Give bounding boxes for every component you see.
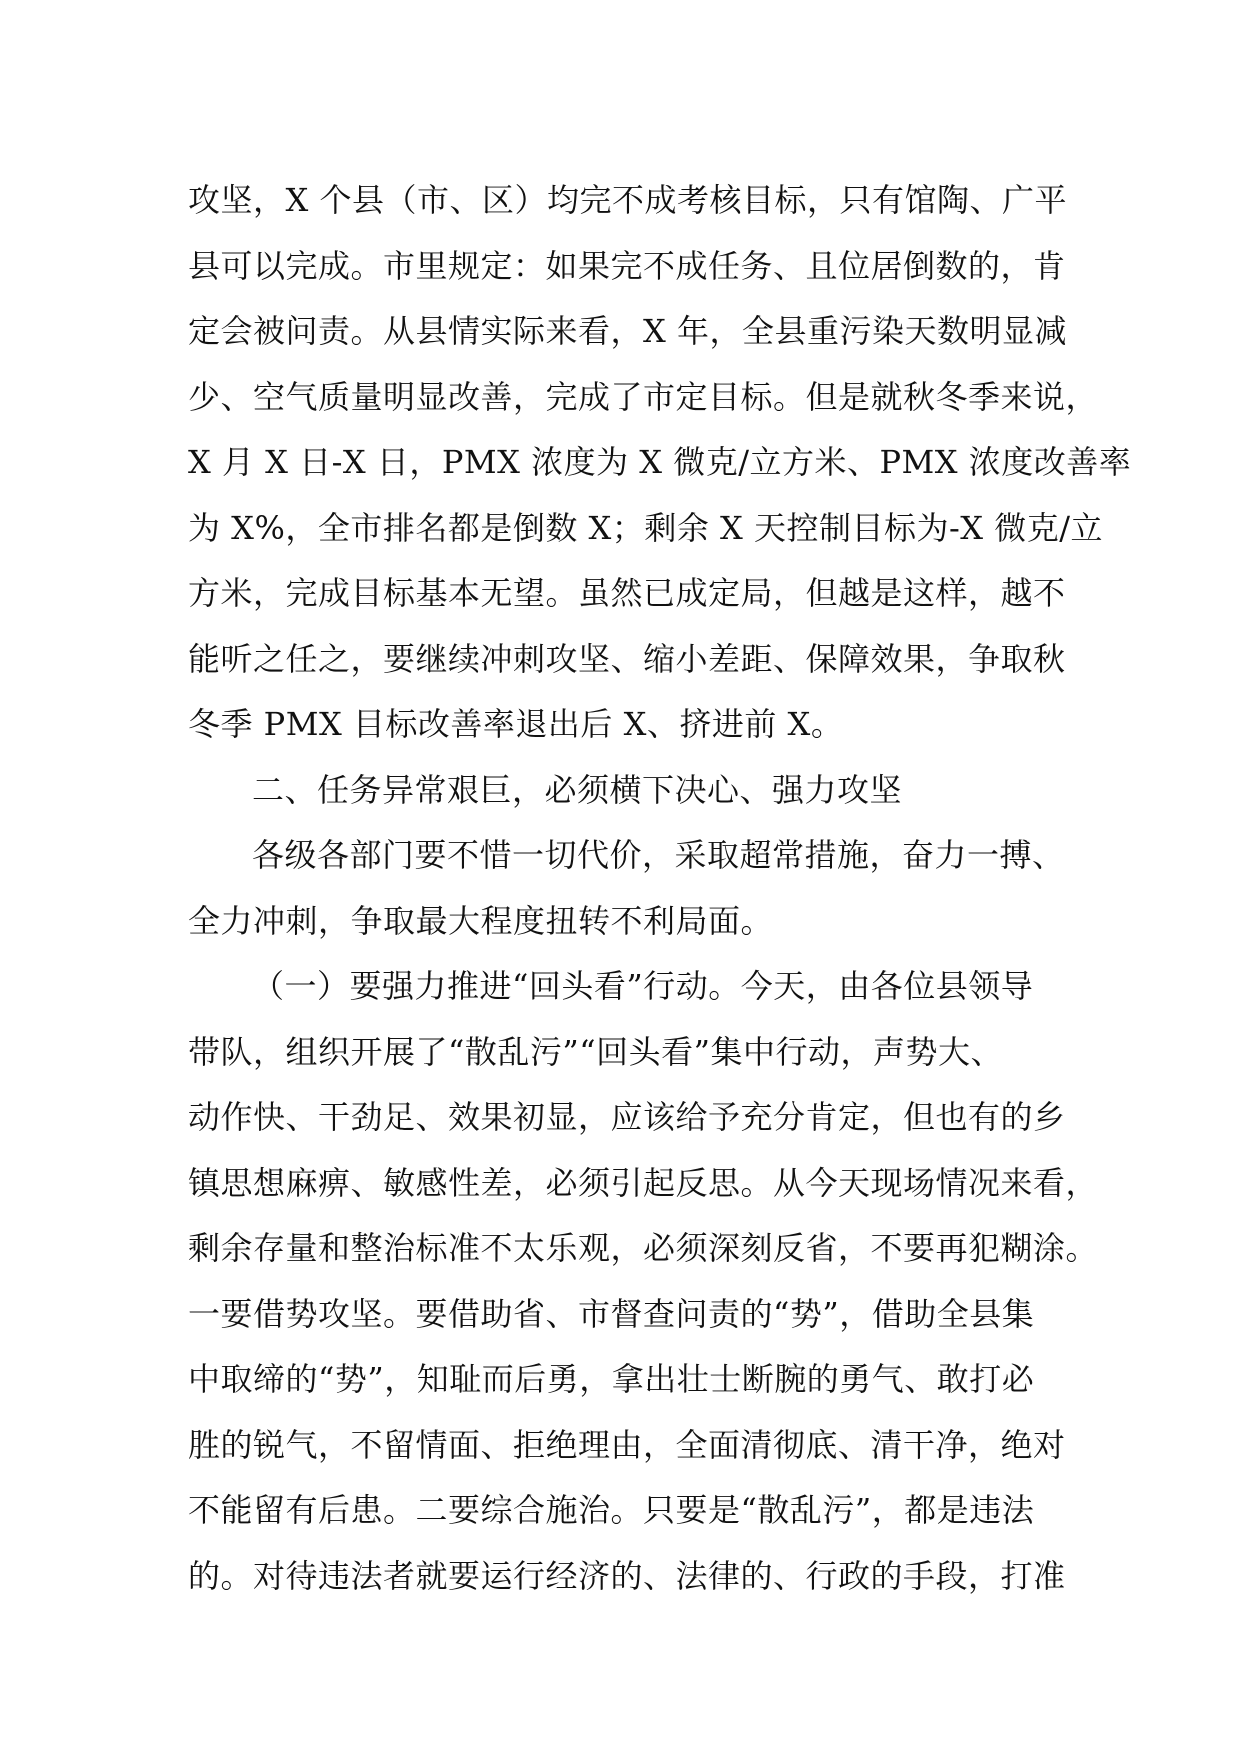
text-line: 带队，组织开展了“散乱污”“回头看”集中行动，声势大、	[188, 1032, 1003, 1071]
text-line: 能听之任之，要继续冲刺攻坚、缩小差距、保障效果，争取秋	[188, 639, 1066, 678]
text-line: 各级各部门要不惜一切代价，采取超常措施，奋力一搏、	[252, 836, 1065, 874]
text-line: X 月 X 日-X 日，PMX 浓度为 X 微克/立方米、PMX 浓度改善率	[188, 443, 1132, 481]
text-line: 胜的锐气，不留情面、拒绝理由，全面清彻底、清干净，绝对	[188, 1425, 1066, 1464]
text-line: 镇思想麻痹、敏感性差，必须引起反思。从今天现场情况来看，	[188, 1163, 1099, 1202]
text-line: 为 X%，全市排名都是倒数 X；剩余 X 天控制目标为-X 微克/立	[188, 508, 1103, 547]
text-line: 一要借势攻坚。要借助省、市督查问责的“势”，借助全县集	[188, 1294, 1035, 1333]
text-line: 攻坚，X 个县（市、区）均完不成考核目标，只有馆陶、广平	[188, 181, 1067, 219]
text-line: 全力冲刺，争取最大程度扭转不利局面。	[188, 901, 774, 940]
text-line: 冬季 PMX 目标改善率退出后 X、挤进前 X。	[188, 705, 844, 743]
subsection-heading: （一）要强力推进“回头看”行动。今天，由各位县领导	[252, 967, 1034, 1005]
text-line: 定会被问责。从县情实际来看，X 年，全县重污染天数明显减	[188, 312, 1067, 350]
text-line: 的。对待违法者就要运行经济的、法律的、行政的手段，打准	[188, 1556, 1066, 1595]
body-text	[188, 168, 1132, 1609]
text-line: 不能留有后患。二要综合施治。只要是“散乱污”，都是违法	[188, 1491, 1035, 1529]
text-line: 动作快、干劲足、效果初显，应该给予充分肯定，但也有的乡	[188, 1098, 1066, 1136]
section-heading: 二、任务异常艰巨，必须横下决心、强力攻坚	[252, 770, 903, 809]
text-line: 剩余存量和整治标准不太乐观，必须深刻反省，不要再犯糊涂。	[188, 1229, 1099, 1267]
text-line: 方米，完成目标基本无望。虽然已成定局，但越是这样，越不	[188, 574, 1066, 612]
text-line: 县可以完成。市里规定：如果完不成任务、且位居倒数的，肯	[188, 246, 1066, 285]
text-line: 少、空气质量明显改善，完成了市定目标。但是就秋冬季来说，	[188, 377, 1099, 416]
text-line: 中取缔的“势”，知耻而后勇，拿出壮士断腕的勇气、敢打必	[188, 1360, 1035, 1398]
